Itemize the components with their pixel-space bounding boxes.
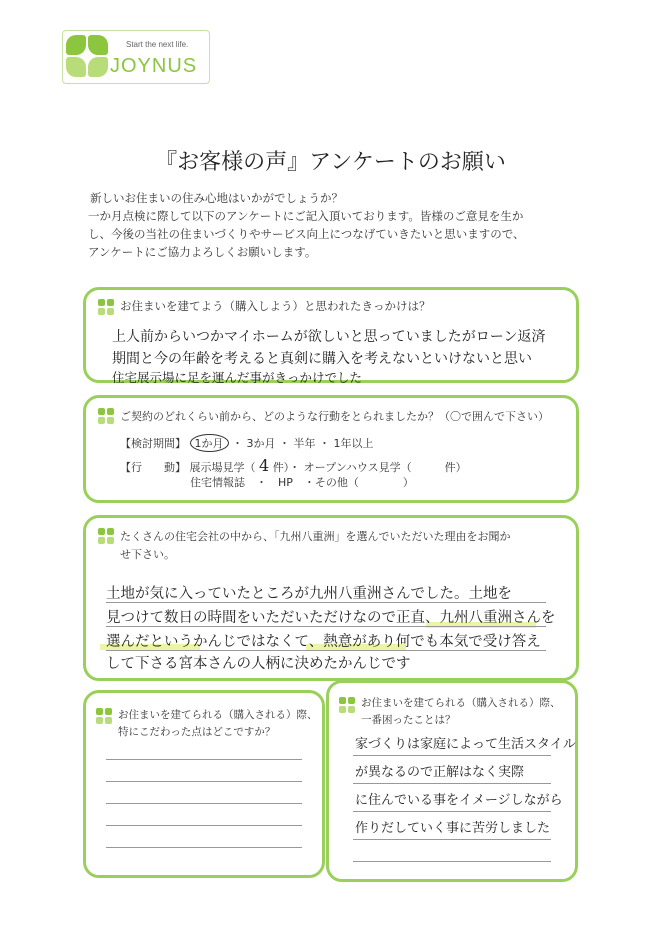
action-1-prefix: 展示場見学（ (189, 461, 256, 474)
clover-icon (64, 33, 108, 79)
period-selected-option: 1か月 (190, 434, 229, 452)
clover-bullet-icon (98, 299, 116, 317)
answer-1-line: 期間と今の年齢を考えると真剣に購入を考えないといけないと思い (112, 351, 532, 367)
question-box-3 (83, 515, 579, 681)
period-options: ・ 3か月 ・ 半年 ・ 1年以上 (232, 437, 374, 450)
question-5-cont: 一番困ったことは？ (361, 714, 456, 726)
question-5: お住まいを建てられる（購入される）際、 (361, 697, 561, 709)
intro-line: し、今後の当社の住まいづくりやサービス向上につなげていきたいと思いますので、 (88, 227, 525, 241)
showroom-visit-count: 4 (259, 456, 270, 475)
answer-5-line: 作りだしていく事に苦労しました (355, 821, 551, 836)
question-box-5 (326, 680, 578, 882)
answer-line (353, 839, 551, 840)
period-row (120, 434, 373, 452)
answer-line (106, 803, 302, 804)
question-1: お住まいを建てよう（購入しよう）と思われたきっかけは？ (120, 299, 431, 313)
answer-line (353, 783, 551, 784)
question-3-cont: せ下さい。 (120, 548, 175, 561)
answer-line (106, 781, 302, 782)
answer-3-line: 選んだというかんじではなくて、熱意があり何でも本気で受け答え (106, 634, 541, 650)
action-label: 【行 動】 (120, 461, 186, 474)
answer-line (353, 861, 551, 862)
logo-brand: JOYNUS (110, 55, 198, 77)
answer-line (106, 847, 302, 848)
action-row-2: 住宅情報誌 ・ HP ・その他（ ） (190, 476, 414, 489)
question-2: ご契約のどれくらい前から、どのような行動をとられましたか？（〇で囲んで下さい） (120, 410, 549, 423)
question-4-cont: 特にこだわった点はどこですか？ (118, 726, 276, 738)
answer-3-line: して下さる宮本さんの人柄に決めたかんじです (106, 656, 411, 672)
intro-line: 一か月点検に際して以下のアンケートにご記入頂いております。皆様のご意見を生か (88, 209, 524, 223)
action-1-suffix: 件）・ オープンハウス見学（ 件） (272, 461, 467, 474)
answer-1-line: 住宅展示場に足を運んだ事がきっかけでした (112, 370, 363, 385)
intro-line: アンケートにご協力よろしくお願いします。 (88, 245, 317, 259)
question-3: たくさんの住宅会社の中から、「九州八重洲」を選んでいただいた理由をお聞か (120, 530, 511, 543)
company-logo (62, 30, 210, 84)
answer-line (353, 811, 551, 812)
question-box-2 (83, 395, 579, 503)
answer-line (353, 755, 551, 756)
answer-5-line: に住んでいる事をイメージしながら (355, 793, 563, 808)
answer-line (106, 759, 302, 760)
answer-5-line: が異なるので正解はなく実際 (355, 765, 525, 780)
answer-5-line: 家づくりは家庭によって生活スタイル (355, 737, 576, 752)
clover-bullet-icon (339, 697, 357, 715)
answer-1-line: 上人前からいつかマイホームが欲しいと思っていましたがローン返済 (112, 329, 546, 345)
period-label: 【検討期間】 (120, 437, 186, 450)
question-4: お住まいを建てられる（購入される）際、 (118, 709, 318, 721)
clover-bullet-icon (98, 408, 116, 426)
intro-text (90, 189, 590, 261)
page-title: 『お客様の声』アンケートのお願い (155, 150, 506, 175)
clover-bullet-icon (98, 528, 116, 546)
question-box-4 (83, 690, 325, 878)
answer-3-line: 土地が気に入っていたところが九州八重洲さんでした。土地を (106, 586, 512, 602)
action-row-1 (120, 456, 467, 475)
answer-line (106, 825, 302, 826)
intro-line: 新しいお住まいの住み心地はいかがでしょうか？ (90, 191, 343, 205)
question-box-1 (83, 287, 579, 383)
clover-bullet-icon (96, 708, 114, 726)
logo-tagline: Start the next life. (126, 40, 189, 49)
answer-3-line: 見つけて数日の時間をいただいただけなので正直、九州八重洲さんを (106, 610, 556, 626)
